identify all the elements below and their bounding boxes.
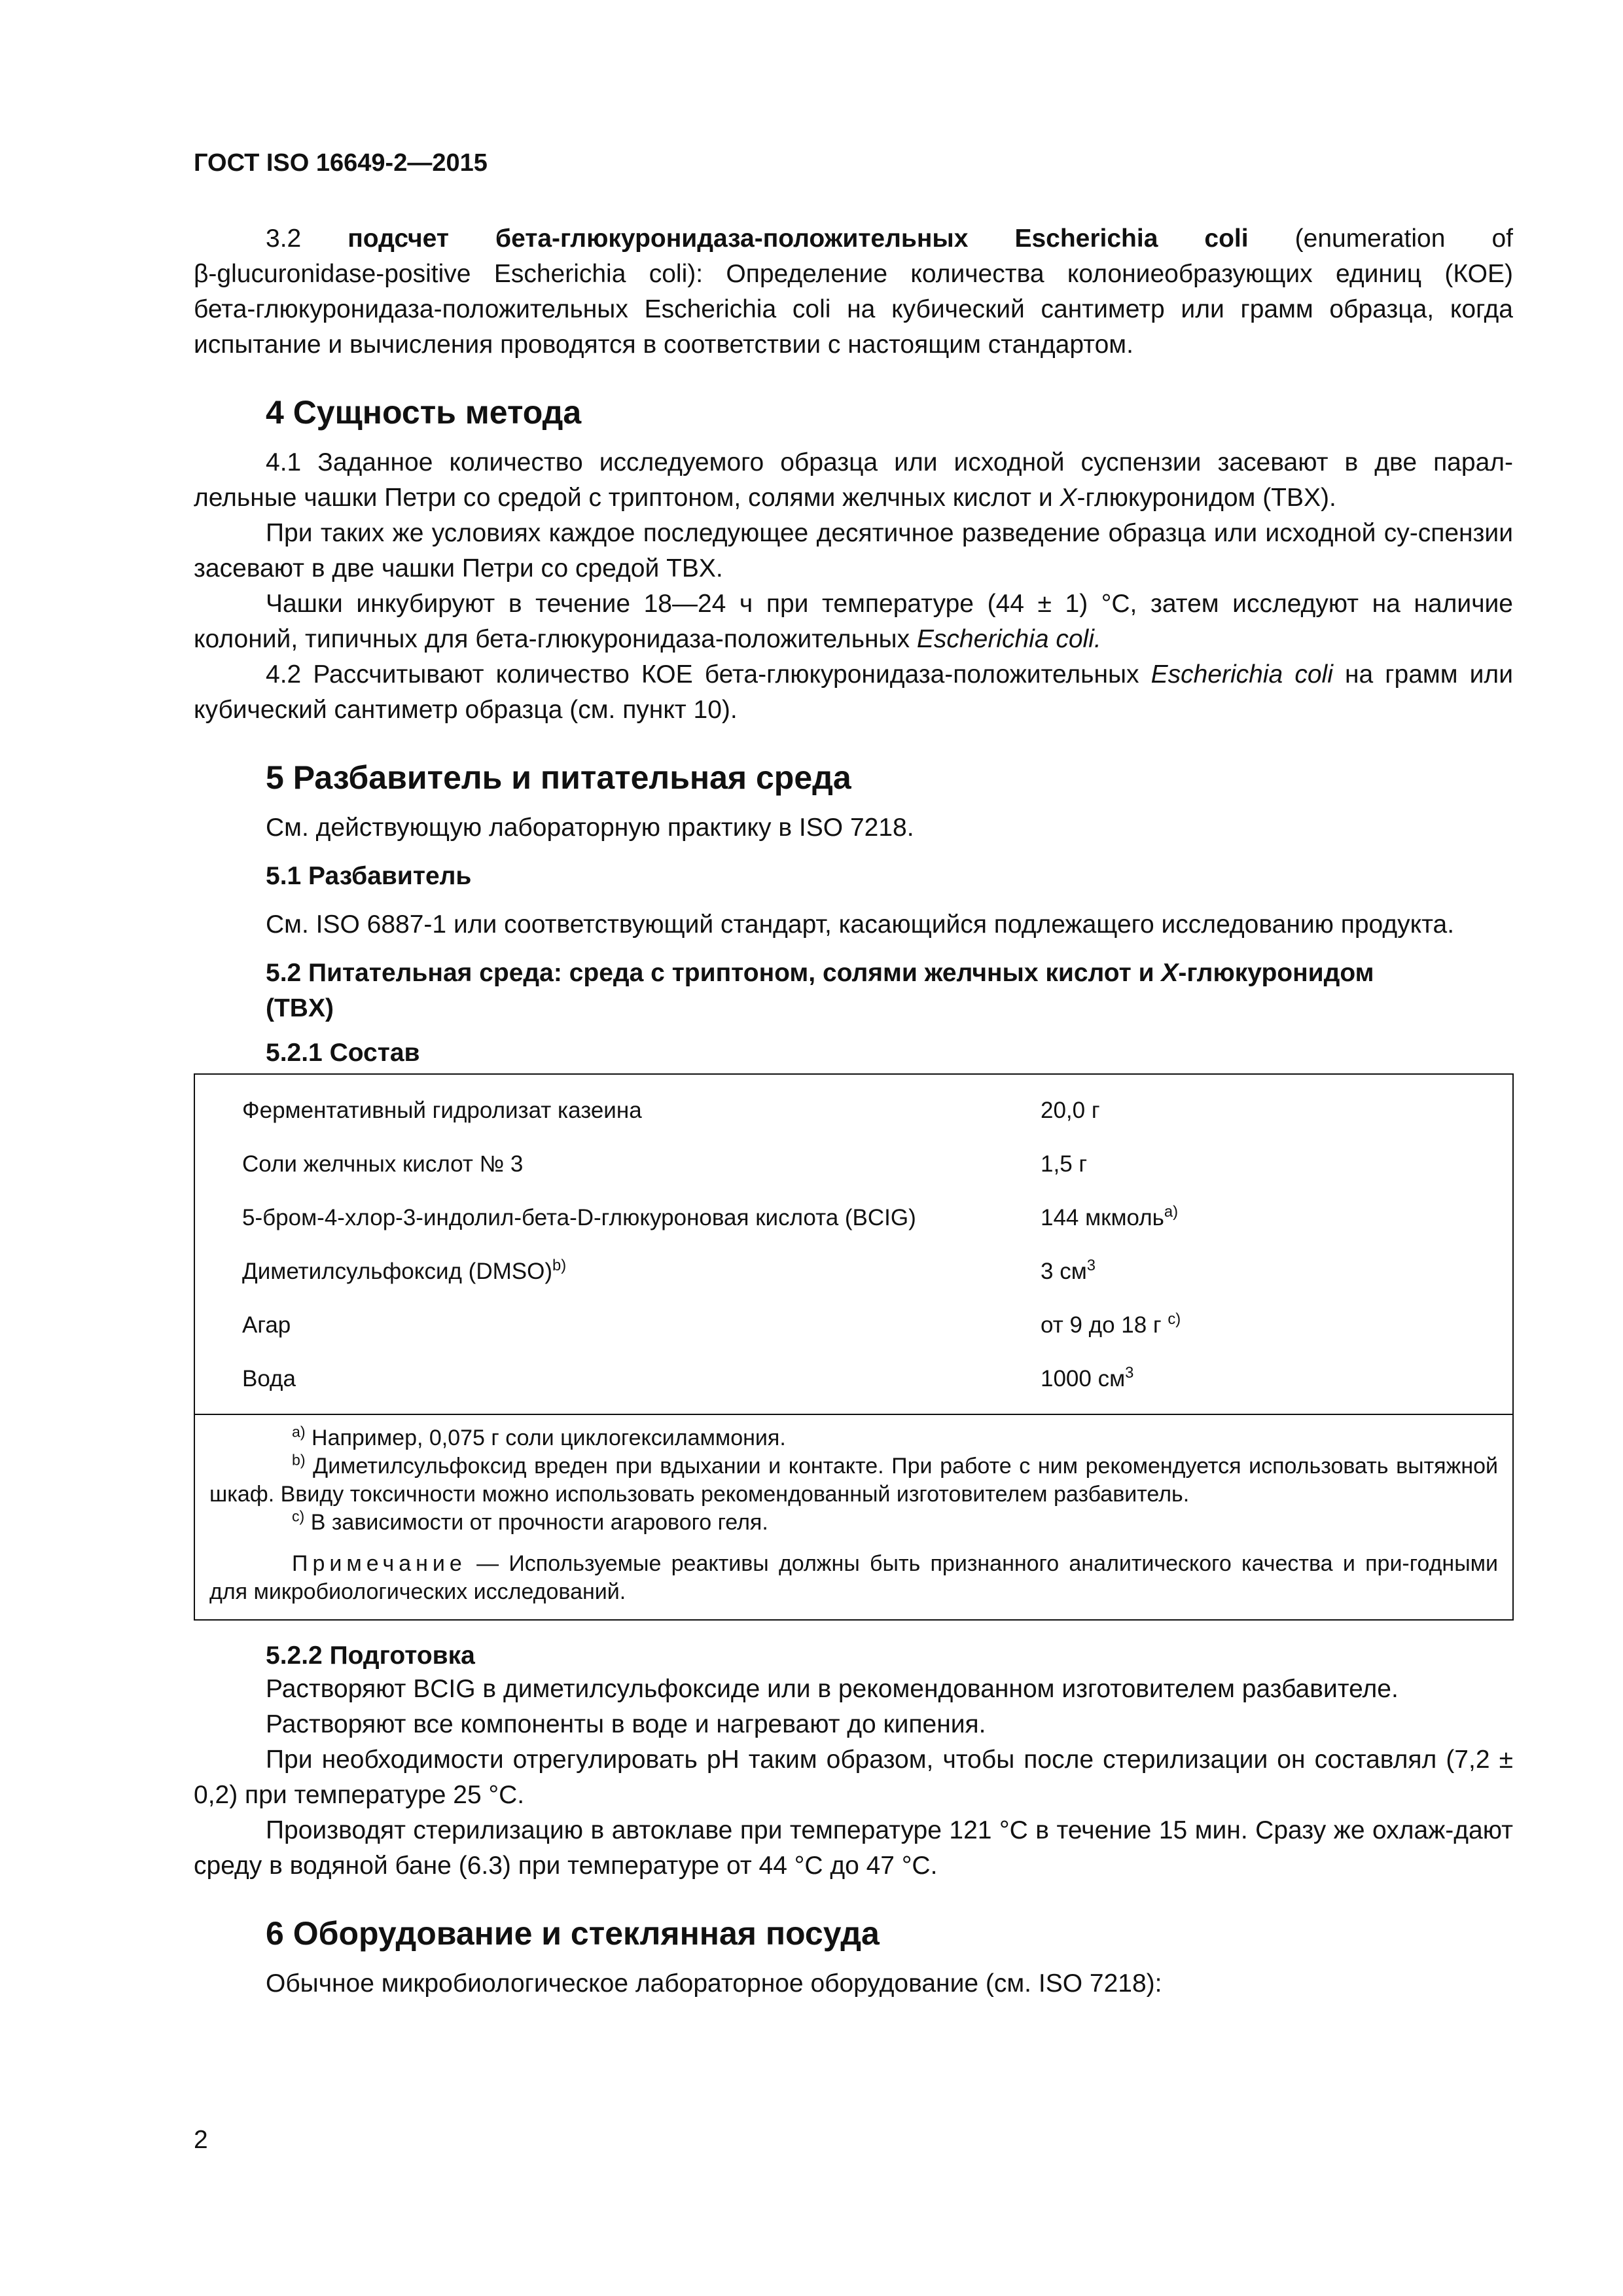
text-run: 5.2 Питательная среда: среда с триптоном, солями желчных кислот и	[266, 959, 1162, 987]
ingredient-name	[195, 1308, 1041, 1343]
document-body	[194, 221, 1513, 2001]
footnote-text: Диметилсульфоксид вреден при вдыхании и контакте. При работе с ним рекомендуется использовать вытяжной шкаф. Ввиду токсичности можно использовать рекомендованный изготовителем разбавитель.	[209, 1454, 1498, 1507]
text-run: -глюкуронидом	[1178, 959, 1374, 987]
prep-step: Растворяют BCIG в диметилсульфоксиде или в рекомендованном изготовителем разбавителе.	[266, 1675, 1399, 1703]
footnote-mark: a)	[292, 1423, 306, 1441]
table-note	[209, 1550, 1498, 1606]
italic-run: X	[1161, 959, 1179, 987]
clause-4-1-para2: При таких же условиях каждое последующее десятичное разведение образца или исходной су-спензии засевают в две чашки Петри со средой TBX.	[194, 519, 1513, 583]
amount-sup: 3	[1086, 1256, 1096, 1274]
subsection-heading-5-2	[194, 956, 1513, 1026]
ingredient-name	[195, 1361, 1041, 1397]
ingredient-text: Вода	[242, 1366, 296, 1391]
amount-text: 3 см	[1041, 1259, 1087, 1284]
ingredient-amount	[1041, 1147, 1512, 1182]
clause-3-2-line4: испытание и вычисления проводятся в соответствии с настоящим стандартом.	[194, 331, 1133, 359]
ingredient-name	[195, 1254, 1041, 1289]
ingredient-text: Агар	[242, 1312, 291, 1338]
text-run: 4.2 Рассчитывают количество КОЕ бета-глюкуронидаза-положительных	[266, 660, 1151, 689]
italic-run: Escherichia coli	[1150, 660, 1333, 689]
table-row	[195, 1299, 1512, 1352]
text-run: 4.1 Заданное количество исследуемого образца или исходной суспензии засевают в две парал-лельные чашки Петри со средой с триптоном, солями желчных кислот и	[194, 448, 1513, 512]
footnote-mark: c)	[292, 1507, 305, 1525]
subsection-heading-5-1: 5.1 Разбавитель	[266, 862, 472, 890]
section-6-intro: Обычное микробиологическое лабораторное оборудование (см. ISO 7218):	[266, 1969, 1162, 1998]
italic-run: Escherichia coli.	[916, 625, 1101, 653]
page-number: 2	[194, 2126, 208, 2154]
prep-step: При необходимости отрегулировать pH таким образом, чтобы после стерилизации он составлял (7,2 ± 0,2) при температуре 25 °С.	[194, 1746, 1513, 1809]
text-run: на грамм или кубический сантиметр образца (см. пункт 10).	[194, 660, 1513, 724]
clause-number: 3.2	[266, 224, 302, 253]
text-run: (TBX)	[266, 994, 334, 1022]
amount-text: 144 мкмоль	[1041, 1205, 1164, 1230]
clause-3-2	[194, 221, 1513, 257]
text-run: -глюкуронидом (TBX).	[1077, 484, 1336, 512]
table-row	[195, 1352, 1512, 1406]
footnote-mark: b)	[292, 1451, 306, 1469]
composition-table	[194, 1073, 1514, 1621]
ingredient-amount	[1041, 1308, 1512, 1343]
composition-rows	[195, 1075, 1512, 1414]
amount-sup: c)	[1168, 1310, 1181, 1328]
footnote-a	[209, 1424, 1498, 1452]
note-text: — Используемые реактивы должны быть признанного аналитического качества и при-годными для микробиологических исследований.	[209, 1551, 1498, 1604]
clause-5-1-text: См. ISO 6887-1 или соответствующий стандарт, касающийся подлежащего исследованию продукта.	[266, 910, 1455, 939]
ingredient-text: Ферментативный гидролизат казеина	[242, 1098, 642, 1123]
table-footnotes	[195, 1414, 1512, 1619]
note-label: Примечание	[292, 1551, 467, 1576]
table-row	[195, 1245, 1512, 1299]
ingredient-amount	[1041, 1361, 1512, 1397]
ingredient-text: 5-бром-4-хлор-3-индолил-бета-D-глюкуроновая кислота (BCIG)	[242, 1205, 916, 1230]
amount-text: 1,5 г	[1041, 1151, 1088, 1177]
clause-3-2-line3: бета-глюкуронидаза-положительных Escherichia coli на кубический сантиметр или грамм образца, когда	[194, 295, 1513, 323]
table-row	[195, 1191, 1512, 1245]
prep-step: Производят стерилизацию в автоклаве при температуре 121 °С в течение 15 мин. Сразу же охлаж-дают среду в водяной бане (6.3) при температуре от 44 °С до 47 °С.	[194, 1816, 1513, 1880]
ingredient-amount	[1041, 1200, 1512, 1236]
amount-text: 1000 см	[1041, 1366, 1126, 1391]
term-english-start: (enumeration of	[1294, 224, 1513, 253]
amount-sup: 3	[1125, 1363, 1134, 1382]
ingredient-text: Диметилсульфоксид (DMSO)	[242, 1259, 552, 1284]
ingredient-name	[195, 1147, 1041, 1182]
italic-run: X	[1060, 484, 1077, 512]
ingredient-name	[195, 1200, 1041, 1236]
section-heading-6: 6 Оборудование и стеклянная посуда	[266, 1915, 880, 1952]
document-header: ГОСТ ISO 16649-2—2015	[194, 149, 488, 177]
footnote-text: Например, 0,075 г соли циклогексиламмония.	[305, 1426, 786, 1450]
table-row	[195, 1084, 1512, 1138]
footnote-text: В зависимости от прочности агарового геля.	[304, 1510, 768, 1535]
amount-text: от 9 до 18 г	[1041, 1312, 1168, 1338]
defined-term: подсчет бета-глюкуронидаза-положительных Escherichia coli	[348, 224, 1249, 253]
section-5-intro: См. действующую лабораторную практику в ISO 7218.	[266, 814, 914, 842]
ingredient-amount	[1041, 1093, 1512, 1128]
clause-4-2	[194, 657, 1513, 728]
footnote-ref: b)	[552, 1256, 567, 1274]
section-heading-4: 4 Сущность метода	[266, 394, 582, 431]
footnote-c	[209, 1509, 1498, 1537]
text-run: Чашки инкубируют в течение 18—24 ч при температуре (44 ± 1) °С, затем исследуют на наличие колоний, типичных для бета-глюкуронидаза-положительных	[194, 590, 1513, 653]
footnote-b	[209, 1452, 1498, 1509]
clause-3-2-line2: β-glucuronidase-positive Escherichia coli): Определение количества колониеобразующих единиц (КОЕ)	[194, 260, 1513, 288]
clause-4-1-para3	[194, 586, 1513, 657]
table-row	[195, 1138, 1512, 1191]
subsection-heading-5-2-1: 5.2.1 Состав	[266, 1039, 420, 1067]
clause-4-1	[194, 445, 1513, 516]
ingredient-name	[195, 1093, 1041, 1128]
ingredient-text: Соли желчных кислот № 3	[242, 1151, 524, 1177]
subsection-heading-5-2-2: 5.2.2 Подготовка	[266, 1641, 475, 1670]
section-heading-5: 5 Разбавитель и питательная среда	[266, 759, 851, 796]
ingredient-amount	[1041, 1254, 1512, 1289]
amount-sup: a)	[1164, 1202, 1179, 1221]
prep-step: Растворяют все компоненты в воде и нагревают до кипения.	[266, 1710, 986, 1738]
amount-text: 20,0 г	[1041, 1098, 1100, 1123]
